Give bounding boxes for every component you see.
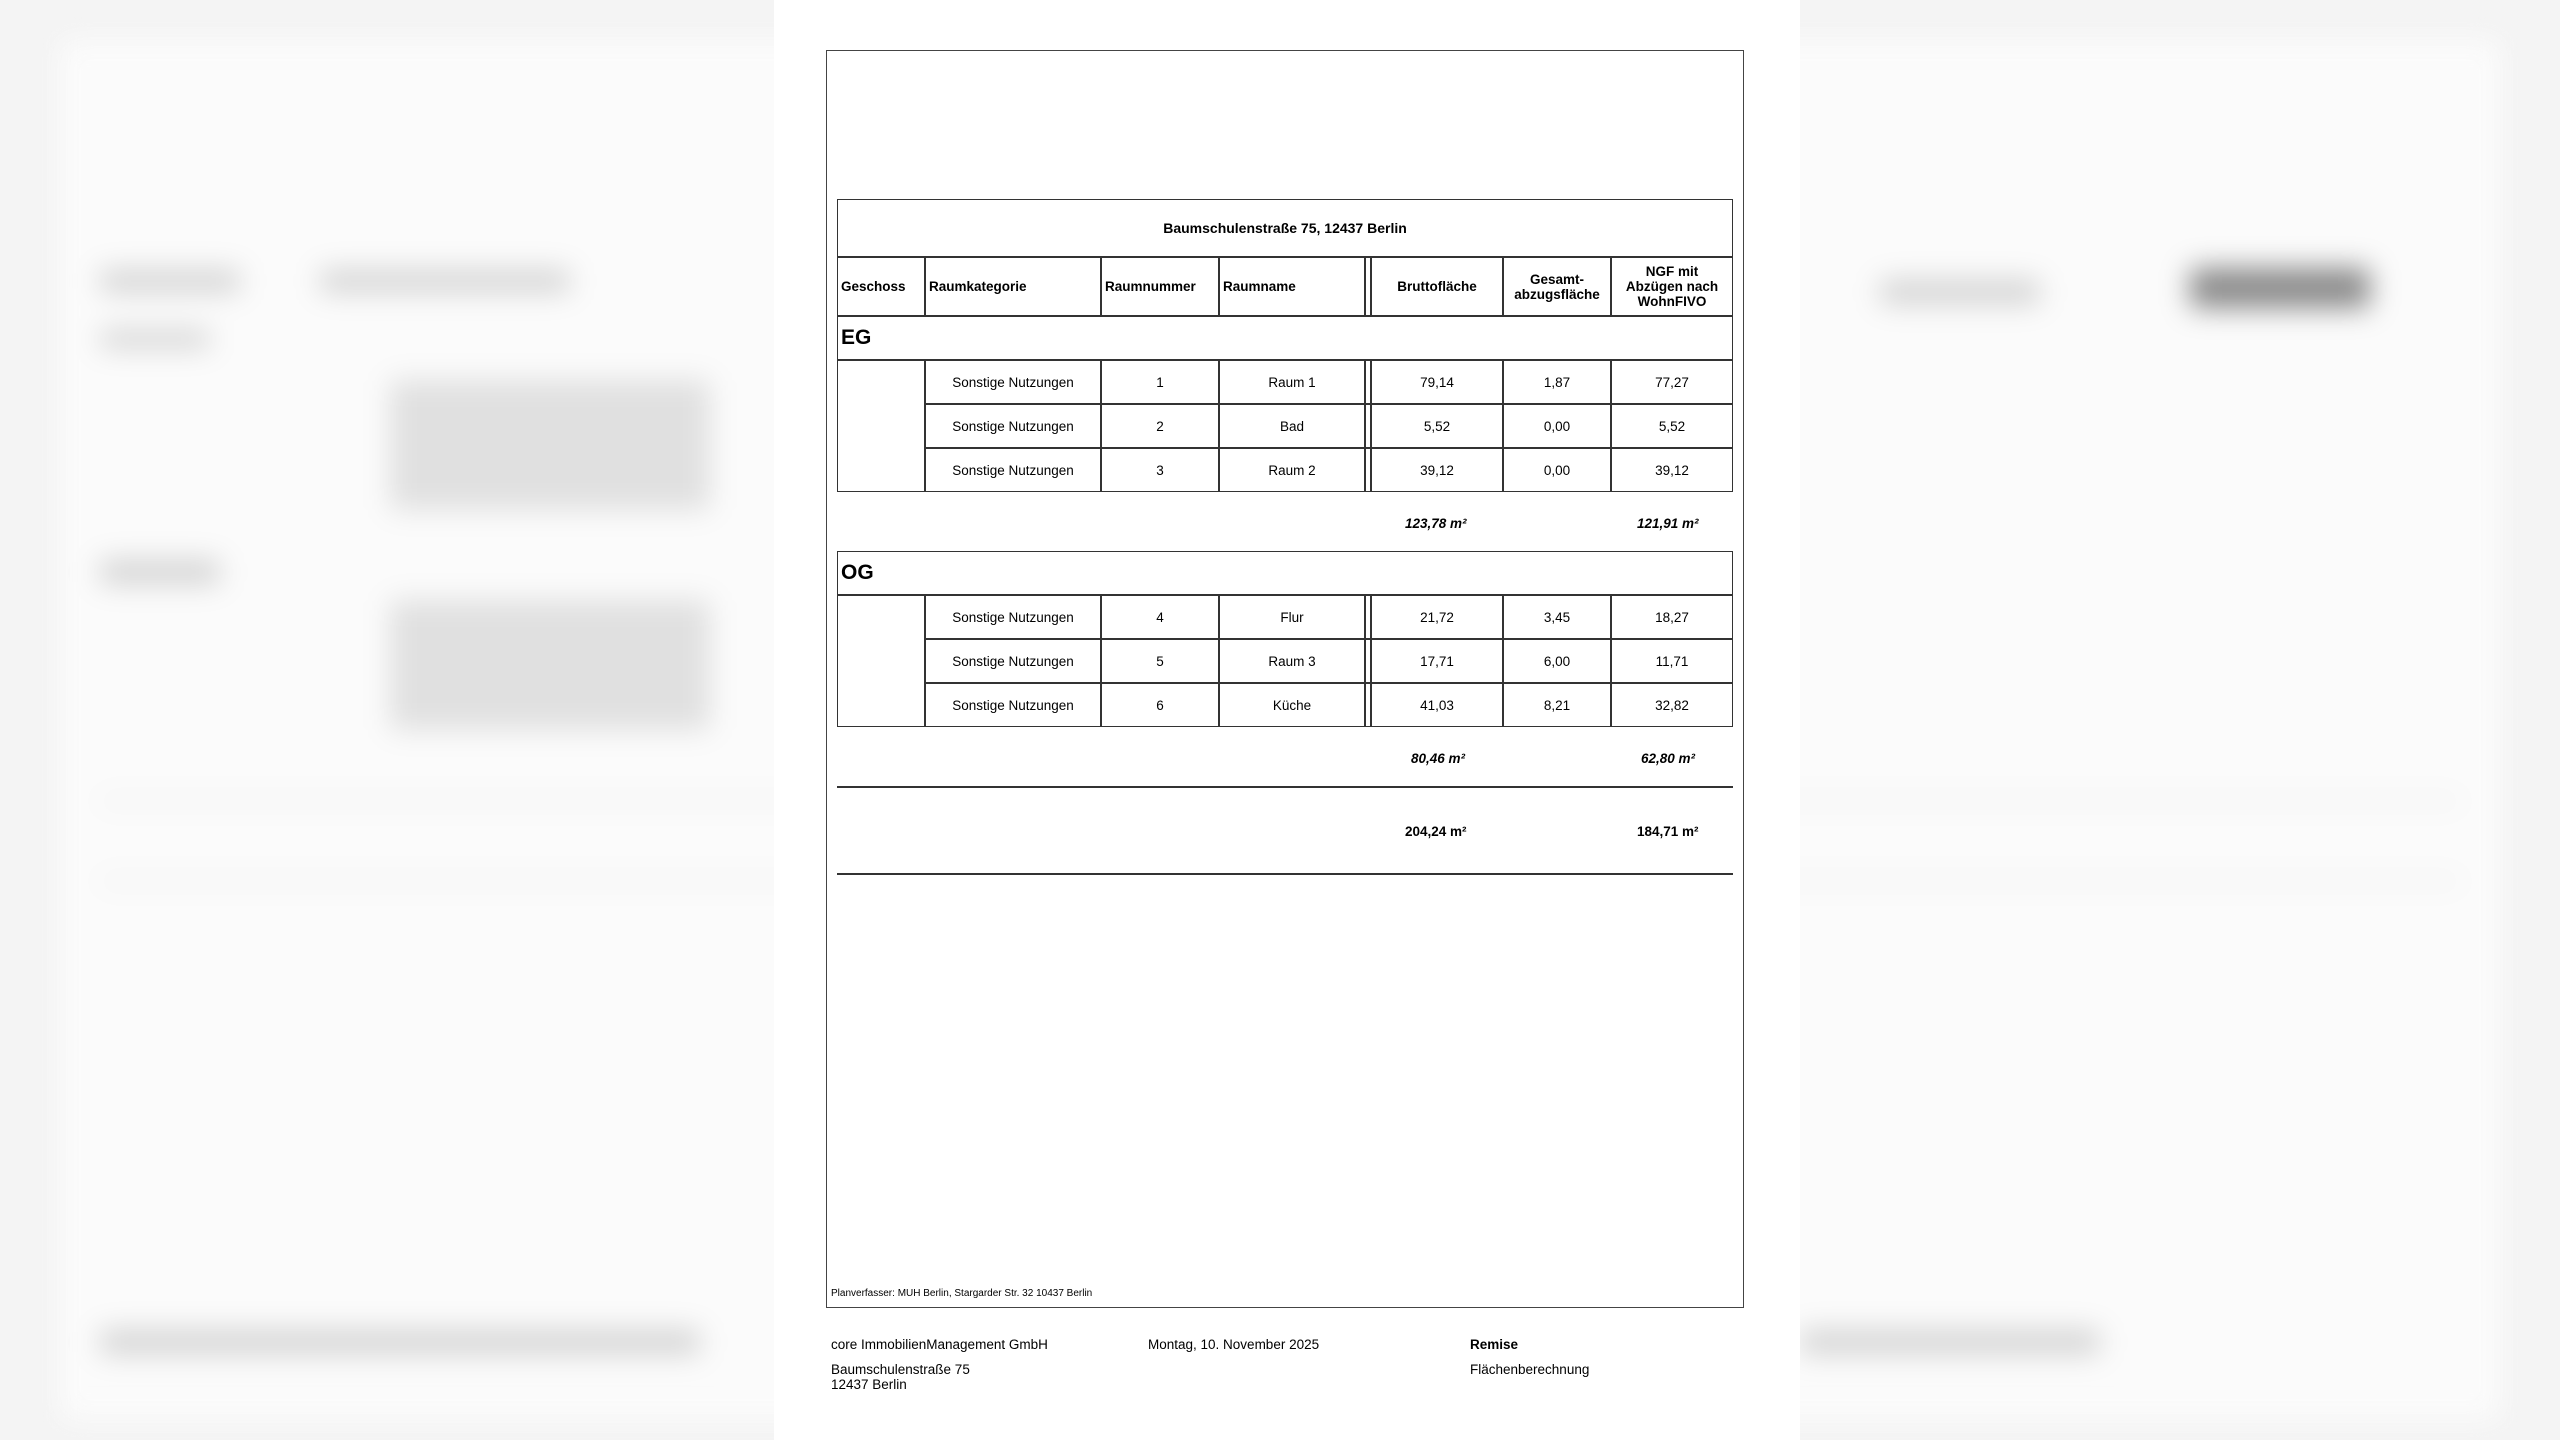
subtotal-ngf-og: 62,80 m²	[1641, 751, 1696, 766]
cell-kategorie: Sonstige Nutzungen	[925, 639, 1101, 683]
cell-ngf: 11,71	[1611, 639, 1733, 683]
cell-abzug: 0,00	[1503, 404, 1611, 448]
cell-nummer: 4	[1101, 595, 1219, 639]
header-bruttoflaeche: Bruttofläche	[1371, 257, 1503, 316]
cell-brutto: 41,03	[1371, 683, 1503, 727]
cell-abzug: 0,00	[1503, 448, 1611, 492]
footer-doc-type: Flächenberechnung	[1470, 1362, 1590, 1377]
footer-project: Remise	[1470, 1337, 1519, 1352]
cell-nummer: 1	[1101, 360, 1219, 404]
cell-name: Raum 2	[1219, 448, 1365, 492]
cell-brutto: 21,72	[1371, 595, 1503, 639]
footer-street: Baumschulenstraße 75	[831, 1362, 970, 1377]
footer-date: Montag, 10. November 2025	[1148, 1337, 1320, 1352]
cell-kategorie: Sonstige Nutzungen	[925, 595, 1101, 639]
divider-line	[837, 873, 1733, 875]
floor-cell-eg	[837, 360, 925, 492]
planverfasser-note: Planverfasser: MUH Berlin, Stargarder Str. 32 10437 Berlin	[831, 1288, 1093, 1299]
cell-nummer: 2	[1101, 404, 1219, 448]
cell-abzug: 3,45	[1503, 595, 1611, 639]
header-raumname: Raumname	[1219, 257, 1365, 316]
table-header	[837, 257, 1733, 316]
total-ngf: 184,71 m²	[1637, 824, 1699, 839]
cell-name: Küche	[1219, 683, 1365, 727]
cell-nummer: 3	[1101, 448, 1219, 492]
header-gesamtabzug-line-2: abzugsfläche	[1514, 286, 1600, 302]
cell-ngf: 5,52	[1611, 404, 1733, 448]
cell-ngf: 18,27	[1611, 595, 1733, 639]
cell-name: Flur	[1219, 595, 1365, 639]
cell-abzug: 1,87	[1503, 360, 1611, 404]
total-brutto: 204,24 m²	[1405, 824, 1467, 839]
cell-kategorie: Sonstige Nutzungen	[925, 448, 1101, 492]
cell-abzug: 6,00	[1503, 639, 1611, 683]
cell-name: Bad	[1219, 404, 1365, 448]
cell-kategorie: Sonstige Nutzungen	[925, 404, 1101, 448]
header-ngf	[1611, 257, 1733, 316]
subtotal-brutto-eg: 123,78 m²	[1405, 516, 1467, 531]
header-raumnummer: Raumnummer	[1101, 257, 1219, 316]
document-sheet	[774, 0, 1800, 1440]
footer-city: 12437 Berlin	[831, 1377, 907, 1392]
header-gesamtabzug-line-1: Gesamt-	[1529, 271, 1585, 287]
header-ngf-line-1: NGF mit	[1645, 264, 1699, 279]
cell-brutto: 5,52	[1371, 404, 1503, 448]
cell-ngf: 77,27	[1611, 360, 1733, 404]
group-label-og: OG	[837, 551, 1733, 595]
cell-nummer: 5	[1101, 639, 1219, 683]
document-frame	[826, 50, 1744, 1308]
divider-line	[837, 786, 1733, 788]
cell-brutto: 39,12	[1371, 448, 1503, 492]
footer-company: core ImmobilienManagement GmbH	[831, 1337, 1048, 1352]
header-geschoss: Geschoss	[837, 257, 925, 316]
cell-nummer: 6	[1101, 683, 1219, 727]
cell-ngf: 32,82	[1611, 683, 1733, 727]
subtotal-brutto-og: 80,46 m²	[1411, 751, 1466, 766]
floor-cell-og	[837, 595, 925, 727]
cell-ngf: 39,12	[1611, 448, 1733, 492]
header-ngf-line-3: WohnFIVO	[1637, 294, 1707, 309]
cell-kategorie: Sonstige Nutzungen	[925, 683, 1101, 727]
header-raumkategorie: Raumkategorie	[925, 257, 1101, 316]
cell-abzug: 8,21	[1503, 683, 1611, 727]
cell-kategorie: Sonstige Nutzungen	[925, 360, 1101, 404]
header-gesamtabzugsflaeche	[1503, 257, 1611, 316]
header-ngf-line-2: Abzügen nach	[1625, 279, 1719, 294]
cell-brutto: 17,71	[1371, 639, 1503, 683]
group-label-eg: EG	[837, 316, 1733, 360]
document-title: Baumschulenstraße 75, 12437 Berlin	[837, 199, 1733, 257]
cell-name: Raum 1	[1219, 360, 1365, 404]
cell-brutto: 79,14	[1371, 360, 1503, 404]
subtotal-ngf-eg: 121,91 m²	[1637, 516, 1699, 531]
cell-name: Raum 3	[1219, 639, 1365, 683]
